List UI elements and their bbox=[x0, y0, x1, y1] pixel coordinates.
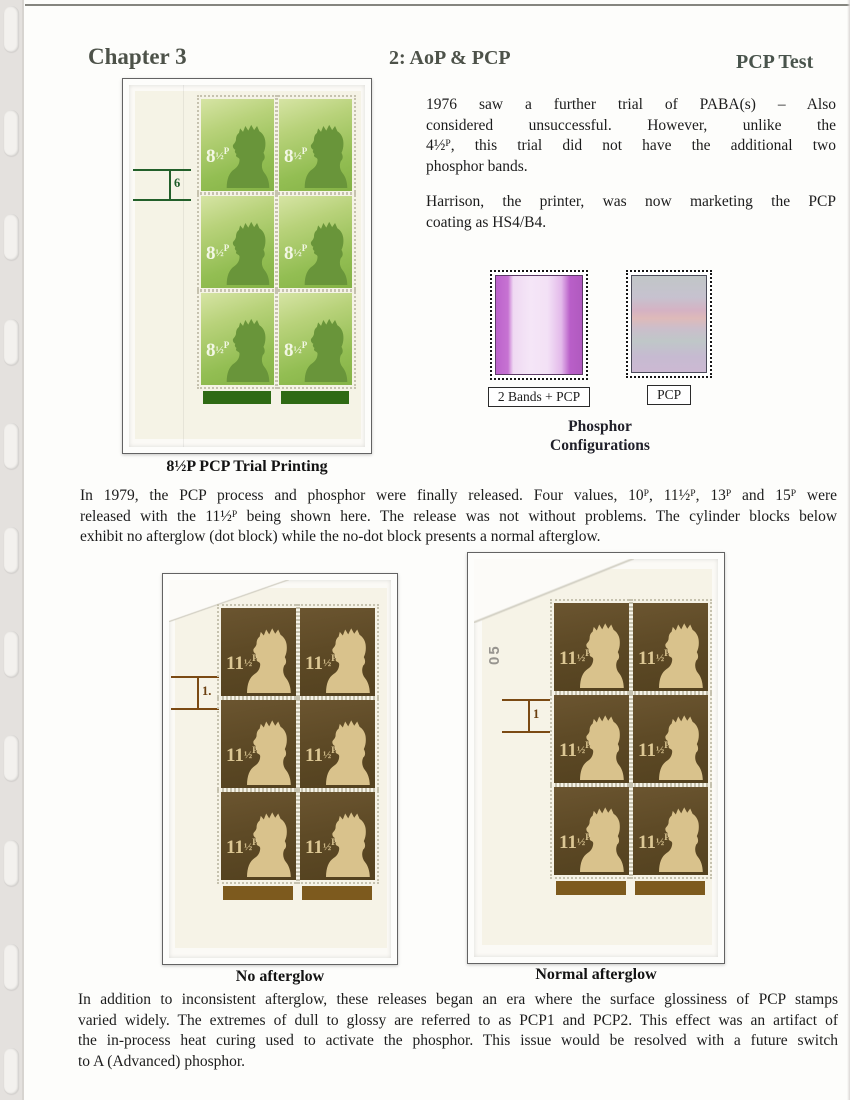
binding-tab bbox=[4, 631, 19, 677]
text-segment: 4½ bbox=[426, 137, 446, 155]
cylinder-number: 6 bbox=[174, 176, 181, 190]
denom-fraction: ½ bbox=[322, 748, 332, 761]
denom-p: P bbox=[664, 647, 670, 658]
denom-p: P bbox=[331, 836, 337, 847]
stamp-image bbox=[633, 695, 708, 783]
stamp-11half-brown bbox=[221, 792, 296, 880]
stamp-denomination bbox=[206, 341, 229, 360]
stamp-image bbox=[300, 792, 375, 880]
text-segment: released with the 11½ bbox=[80, 507, 232, 525]
denom-p: P bbox=[664, 739, 670, 750]
superscript-p: P bbox=[445, 138, 451, 150]
pcp-diagram bbox=[626, 270, 712, 378]
queen-silhouette-icon bbox=[647, 790, 707, 873]
stamp-denomination bbox=[206, 244, 229, 263]
text-segment: , this trial did not have the additional two bbox=[450, 137, 836, 155]
binding-tab bbox=[4, 944, 19, 990]
queen-silhouette-icon bbox=[568, 698, 628, 781]
stamp-image bbox=[279, 99, 352, 191]
two-bands-pcp-label: 2 Bands + PCP bbox=[488, 387, 590, 407]
stamp-image bbox=[633, 603, 708, 691]
stamp-denomination bbox=[284, 341, 307, 360]
sheet-serial-number: 05 bbox=[486, 644, 503, 665]
denom-p: P bbox=[223, 339, 230, 350]
stamp-image bbox=[201, 99, 274, 191]
superscript-p: P bbox=[643, 488, 650, 499]
no-afterglow-photo bbox=[169, 580, 391, 958]
stamp-denomination bbox=[206, 147, 229, 166]
queen-silhouette-icon bbox=[235, 703, 295, 786]
denom-fraction: ½ bbox=[293, 246, 302, 259]
queen-silhouette-icon bbox=[568, 790, 628, 873]
denom-fraction: ½ bbox=[655, 743, 665, 756]
sheet-crease bbox=[183, 85, 184, 447]
text-line: considered unsuccessful. However, unlike the bbox=[426, 116, 836, 134]
stamp-image bbox=[221, 792, 296, 880]
cylinder-marking bbox=[502, 699, 550, 735]
stamp-denomination bbox=[284, 244, 307, 263]
stamp-denomination bbox=[305, 838, 337, 857]
stamp-image bbox=[201, 196, 274, 288]
denom-p: P bbox=[664, 831, 670, 842]
text-line: the in-process heat curing used to activate the phosphor. This issue would be resolved with a future switch bbox=[78, 1032, 838, 1050]
cylinder-line bbox=[502, 731, 550, 733]
cylinder-line bbox=[169, 169, 171, 199]
phosphor-caption-line: Phosphor bbox=[568, 418, 632, 435]
denom-main: 8 bbox=[206, 145, 216, 167]
release-paragraph bbox=[80, 486, 837, 548]
stamp-denomination bbox=[305, 654, 337, 673]
cylinder-line bbox=[133, 199, 191, 201]
denom-main: 11 bbox=[226, 836, 244, 858]
denom-fraction: ½ bbox=[293, 149, 302, 162]
stamp-11half-brown bbox=[221, 700, 296, 788]
text-segment: being shown here. The release was not without problems. The cylinder blocks below bbox=[237, 507, 838, 525]
denom-p: P bbox=[223, 242, 230, 253]
binding-tab bbox=[4, 319, 19, 365]
cylinder-number: 1 bbox=[533, 707, 540, 721]
stamp-denomination bbox=[559, 649, 591, 668]
stamp-denomination bbox=[284, 147, 307, 166]
denom-fraction: ½ bbox=[215, 149, 224, 162]
denom-main: 11 bbox=[226, 744, 244, 766]
stamp-8half-green bbox=[279, 196, 352, 288]
stamp-8half-green bbox=[201, 196, 274, 288]
stamp-11half-brown bbox=[300, 700, 375, 788]
stamp-grid bbox=[221, 608, 375, 880]
denom-main: 11 bbox=[226, 652, 244, 674]
stamp-11half-brown bbox=[554, 603, 629, 691]
pcp-label: PCP bbox=[647, 385, 691, 405]
queen-silhouette-icon bbox=[314, 703, 374, 786]
cylinder-line bbox=[528, 699, 530, 731]
cylinder-marking bbox=[133, 169, 191, 203]
binding-tab bbox=[4, 1048, 19, 1094]
trial-block-mount bbox=[122, 78, 372, 454]
text-segment: and 15 bbox=[731, 487, 791, 504]
stamp-image bbox=[279, 196, 352, 288]
text-line: In addition to inconsistent afterglow, these releases began an era where the surface glossiness of PCP stamps bbox=[78, 991, 838, 1008]
intro-paragraph-1 bbox=[426, 95, 836, 177]
queen-silhouette-icon bbox=[647, 698, 707, 781]
cylinder-line bbox=[197, 676, 199, 708]
stamp-8half-green bbox=[201, 293, 274, 385]
stamp-image bbox=[633, 787, 708, 875]
phosphor-configurations bbox=[468, 270, 732, 456]
trial-block-photo bbox=[129, 85, 365, 447]
stamp-denomination bbox=[226, 654, 258, 673]
denom-p: P bbox=[301, 145, 308, 156]
queen-silhouette-icon bbox=[235, 795, 295, 878]
denom-fraction: ½ bbox=[243, 656, 253, 669]
queen-silhouette-icon bbox=[314, 611, 374, 694]
stamp-grid bbox=[201, 99, 352, 385]
binding-tab bbox=[4, 527, 19, 573]
color-check-bar bbox=[635, 881, 705, 895]
queen-silhouette-icon bbox=[568, 606, 628, 689]
denom-p: P bbox=[331, 744, 337, 755]
text-line bbox=[80, 486, 837, 507]
stamp-denomination bbox=[305, 746, 337, 765]
denom-fraction: ½ bbox=[576, 651, 586, 664]
denom-p: P bbox=[585, 647, 591, 658]
denom-main: 11 bbox=[305, 652, 323, 674]
stamp-11half-brown bbox=[300, 792, 375, 880]
text-line: coating as HS4/B4. bbox=[426, 213, 547, 231]
color-check-bar bbox=[556, 881, 626, 895]
binding-tab bbox=[4, 6, 19, 52]
normal-afterglow-caption: Normal afterglow bbox=[535, 966, 657, 983]
text-line: phosphor bands. bbox=[426, 157, 528, 175]
text-line: 1976 saw a further trial of PABA(s) – Also bbox=[426, 96, 836, 113]
denom-main: 8 bbox=[284, 145, 294, 167]
stamp-8half-green bbox=[279, 293, 352, 385]
denom-p: P bbox=[252, 652, 258, 663]
superscript-p: P bbox=[690, 488, 696, 499]
cylinder-number: 1. bbox=[202, 684, 212, 698]
page-left-edge bbox=[22, 0, 24, 1100]
stamp-11half-brown bbox=[633, 603, 708, 691]
phosphor-row bbox=[468, 270, 732, 407]
denom-main: 8 bbox=[206, 242, 216, 264]
text-segment: In 1979, the PCP process and phosphor were finally released. Four values, 10 bbox=[80, 487, 644, 504]
superscript-p: P bbox=[231, 508, 238, 520]
denom-fraction: ½ bbox=[322, 656, 332, 669]
closing-paragraph bbox=[78, 990, 838, 1072]
chapter-heading: Chapter 3 bbox=[88, 44, 187, 69]
page-title: PCP Test bbox=[736, 51, 814, 73]
text-line: to A (Advanced) phosphor. bbox=[78, 1052, 246, 1070]
stamp-denomination bbox=[638, 741, 670, 760]
denom-fraction: ½ bbox=[243, 748, 253, 761]
stamp-11half-brown bbox=[633, 695, 708, 783]
queen-silhouette-icon bbox=[647, 606, 707, 689]
section-heading: 2: AoP & PCP bbox=[389, 47, 511, 69]
phosphor-caption bbox=[468, 417, 732, 456]
denom-fraction: ½ bbox=[243, 840, 253, 853]
no-afterglow-caption: No afterglow bbox=[235, 968, 325, 985]
denom-p: P bbox=[301, 339, 308, 350]
comb-binding-edge bbox=[0, 0, 22, 1100]
denom-fraction: ½ bbox=[215, 343, 224, 356]
text-line: varied widely. The extremes of dull to glossy are referred to as PCP1 and PCP2. This effect was an artifact of bbox=[78, 1011, 838, 1029]
denom-main: 8 bbox=[284, 242, 294, 264]
stamp-8half-green bbox=[279, 99, 352, 191]
denom-main: 8 bbox=[284, 339, 294, 361]
denom-main: 11 bbox=[638, 831, 656, 853]
denom-main: 11 bbox=[305, 744, 323, 766]
normal-afterglow-block-mount bbox=[467, 552, 725, 964]
text-segment: , 11½ bbox=[649, 487, 691, 504]
stamp-grid bbox=[554, 603, 708, 875]
stamp-11half-brown bbox=[300, 608, 375, 696]
stamp-denomination bbox=[226, 838, 258, 857]
stamp-image bbox=[201, 293, 274, 385]
denom-p: P bbox=[252, 836, 258, 847]
stamp-denomination bbox=[638, 833, 670, 852]
cylinder-line bbox=[171, 676, 219, 678]
denom-fraction: ½ bbox=[655, 835, 665, 848]
cylinder-line bbox=[171, 708, 219, 710]
stamp-denomination bbox=[226, 746, 258, 765]
denom-p: P bbox=[585, 831, 591, 842]
stamp-denomination bbox=[559, 833, 591, 852]
denom-main: 11 bbox=[559, 739, 577, 761]
stamp-image bbox=[554, 787, 629, 875]
text-line bbox=[426, 136, 836, 157]
denom-fraction: ½ bbox=[655, 651, 665, 664]
binding-tab bbox=[4, 840, 19, 886]
denom-main: 11 bbox=[638, 647, 656, 669]
text-segment: , 13 bbox=[695, 487, 726, 504]
stamp-denomination bbox=[559, 741, 591, 760]
superscript-p: P bbox=[790, 488, 797, 499]
denom-fraction: ½ bbox=[322, 840, 332, 853]
denom-p: P bbox=[331, 652, 337, 663]
denom-fraction: ½ bbox=[576, 835, 586, 848]
color-check-bar bbox=[302, 886, 372, 900]
color-check-bar bbox=[223, 886, 293, 900]
text-line bbox=[80, 507, 837, 528]
cylinder-marking bbox=[171, 676, 219, 712]
binding-tab bbox=[4, 110, 19, 156]
cylinder-line bbox=[502, 699, 550, 701]
two-bands-pcp-face bbox=[495, 275, 583, 375]
color-check-bar bbox=[281, 391, 349, 404]
normal-afterglow-photo bbox=[474, 559, 718, 957]
phosphor-pcp-column bbox=[626, 270, 712, 405]
binding-tab bbox=[4, 735, 19, 781]
denom-fraction: ½ bbox=[215, 246, 224, 259]
denom-main: 11 bbox=[559, 831, 577, 853]
denom-fraction: ½ bbox=[293, 343, 302, 356]
denom-main: 11 bbox=[559, 647, 577, 669]
binding-tab bbox=[4, 214, 19, 260]
stamp-11half-brown bbox=[554, 787, 629, 875]
phosphor-caption-line: Configurations bbox=[550, 437, 650, 455]
intro-paragraph-2 bbox=[426, 192, 836, 233]
denom-p: P bbox=[585, 739, 591, 750]
text-line: Harrison, the printer, was now marketing the PCP bbox=[426, 193, 836, 210]
two-bands-pcp-diagram bbox=[490, 270, 588, 380]
stamp-image bbox=[554, 695, 629, 783]
denom-main: 11 bbox=[638, 739, 656, 761]
stamp-image bbox=[300, 700, 375, 788]
superscript-p: P bbox=[725, 488, 732, 499]
queen-silhouette-icon bbox=[235, 611, 295, 694]
pcp-face bbox=[631, 275, 707, 373]
stamp-image bbox=[221, 700, 296, 788]
page-top-edge-line bbox=[25, 4, 850, 6]
no-afterglow-block-mount bbox=[162, 573, 398, 965]
stamp-11half-brown bbox=[633, 787, 708, 875]
denom-main: 8 bbox=[206, 339, 216, 361]
stamp-image bbox=[279, 293, 352, 385]
stamp-denomination bbox=[638, 649, 670, 668]
stamp-8half-green bbox=[201, 99, 274, 191]
color-check-bar bbox=[203, 391, 271, 404]
stamp-11half-brown bbox=[221, 608, 296, 696]
stamp-image bbox=[221, 608, 296, 696]
trial-block-caption: 8½P PCP Trial Printing bbox=[166, 458, 328, 475]
stamp-11half-brown bbox=[554, 695, 629, 783]
phosphor-bands-column bbox=[488, 270, 590, 407]
binding-tab bbox=[4, 423, 19, 469]
text-line: exhibit no afterglow (dot block) while the no-dot block presents a normal afterglow. bbox=[80, 528, 601, 546]
stamp-image bbox=[300, 608, 375, 696]
text-segment: were bbox=[796, 487, 837, 504]
denom-p: P bbox=[223, 145, 230, 156]
cylinder-line bbox=[133, 169, 191, 171]
denom-p: P bbox=[252, 744, 258, 755]
queen-silhouette-icon bbox=[314, 795, 374, 878]
stamp-image bbox=[554, 603, 629, 691]
denom-p: P bbox=[301, 242, 308, 253]
denom-main: 11 bbox=[305, 836, 323, 858]
denom-fraction: ½ bbox=[576, 743, 586, 756]
